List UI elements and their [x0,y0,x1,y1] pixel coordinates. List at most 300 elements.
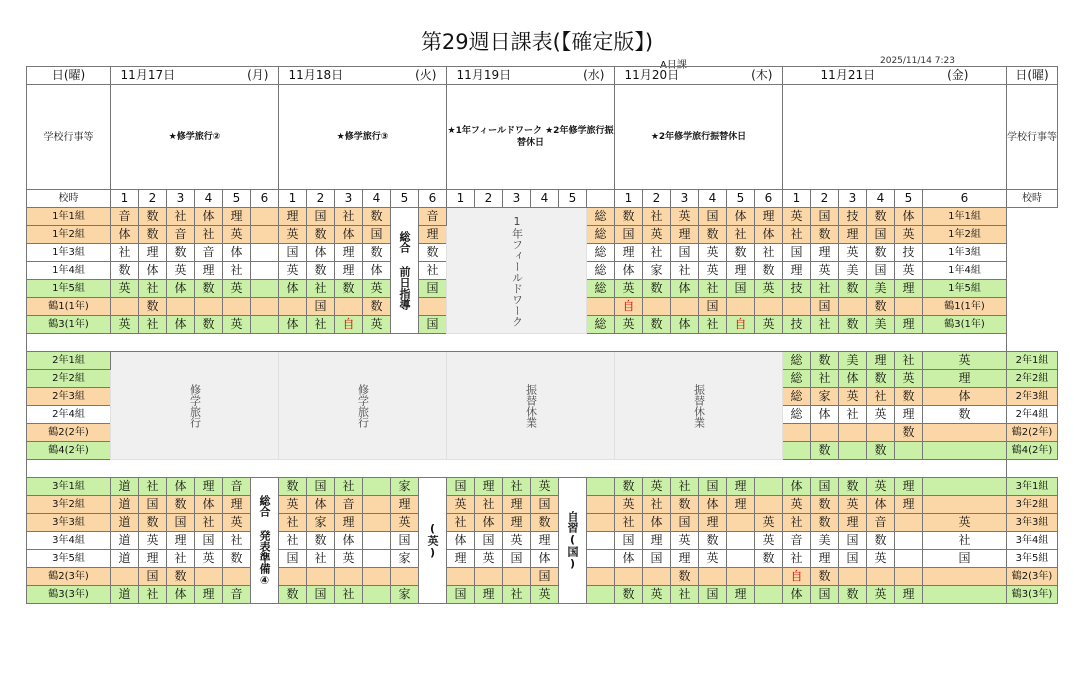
class-cell: 社 [335,586,363,604]
class-cell: 数 [811,352,839,370]
period-number: 5 [727,190,755,208]
class-cell: 総 [783,352,811,370]
class-cell [587,496,615,514]
class-cell: 英 [895,262,923,280]
class-cell: 美 [839,262,867,280]
class-cell: 社 [195,226,223,244]
class-cell: 英 [671,532,699,550]
class-cell: 技 [895,244,923,262]
class-cell: 英 [643,478,671,496]
class-cell [587,532,615,550]
class-cell [839,298,867,316]
class-label-right: 2年4組 [1007,406,1058,424]
class-cell: 社 [643,208,671,226]
class-label-right: 2年3組 [1007,388,1058,406]
class-label: 鶴2(3年) [27,568,111,586]
class-label: 鶴3(1年) [27,316,111,334]
class-cell: 数 [195,280,223,298]
class-cell [755,478,783,496]
class-cell: 社 [839,406,867,424]
class-cell [251,244,279,262]
class-cell: 理 [167,532,195,550]
class-cell: 英 [671,208,699,226]
class-cell: 英 [503,532,531,550]
class-cell [839,442,867,460]
class-label: 鶴1(1年) [27,298,111,316]
class-cell: 数 [223,550,251,568]
class-label: 2年3組 [27,388,111,406]
class-label-right: 鶴3(1年) [923,316,1007,334]
class-cell [223,568,251,586]
period-number: 3 [335,190,363,208]
period-number: 4 [531,190,559,208]
day-type: A日課 [660,60,687,71]
class-cell [279,568,307,586]
class-cell [895,442,923,460]
class-cell: 体 [867,496,895,514]
class-cell: 体 [895,208,923,226]
class-cell: 英 [195,550,223,568]
period-number: 6 [251,190,279,208]
class-cell: 社 [811,316,839,334]
class-cell: 美 [867,316,895,334]
class-cell: 英 [279,226,307,244]
class-cell: 理 [475,478,503,496]
class-cell: 体 [335,226,363,244]
class-cell [335,298,363,316]
class-cell: 総 [587,226,615,244]
class-cell: 家 [391,550,419,568]
class-cell: 理 [895,280,923,298]
class-label-right: 1年4組 [923,262,1007,280]
class-cell: 社 [167,208,195,226]
class-cell: 美 [867,280,895,298]
class-cell: 社 [307,316,335,334]
class-cell: 理 [475,586,503,604]
period-number: 5 [223,190,251,208]
class-cell: 国 [419,280,447,298]
class-cell: 理 [895,478,923,496]
class-cell [195,568,223,586]
class-cell: 道 [111,478,139,496]
class-cell: 音 [335,496,363,514]
class-cell: 音 [783,532,811,550]
class-cell: 英 [755,532,783,550]
class-cell: 数 [419,244,447,262]
class-cell: 理 [335,514,363,532]
class-cell: 体 [167,316,195,334]
class-cell: 体 [699,496,727,514]
class-cell: 国 [811,298,839,316]
class-cell: 数 [699,532,727,550]
jisyu-koku: 自習(国) [559,478,587,604]
class-cell: 英 [223,514,251,532]
class-cell: 家 [307,514,335,532]
class-cell: 社 [671,478,699,496]
class-cell [671,298,699,316]
class-label-right: 2年1組 [1007,352,1058,370]
date-header: 11月19日 (水) [447,67,615,85]
class-cell: 理 [755,208,783,226]
class-cell [475,568,503,586]
class-cell [727,550,755,568]
class-label: 1年4組 [27,262,111,280]
fieldwork-cover: 1年フィールドワーク [447,208,587,334]
class-cell: 理 [895,406,923,424]
class-cell: 社 [503,586,531,604]
class-cell [363,514,391,532]
class-cell: 英 [643,586,671,604]
class-cell: 社 [447,514,475,532]
class-cell: 理 [195,478,223,496]
class-label: 2年1組 [27,352,111,370]
class-cell: 英 [615,316,643,334]
class-cell: 英 [139,532,167,550]
class-cell [363,568,391,586]
class-cell: 国 [139,496,167,514]
class-cell [251,208,279,226]
class-cell: 国 [139,568,167,586]
class-cell: 数 [531,514,559,532]
period-number: 4 [195,190,223,208]
class-cell [419,298,447,316]
class-label-right: 3年3組 [1007,514,1058,532]
class-cell: 国 [783,244,811,262]
class-cell: 数 [895,388,923,406]
class-cell: 国 [307,208,335,226]
class-cell: 英 [223,280,251,298]
class-cell: 社 [111,244,139,262]
class-cell: 道 [111,532,139,550]
class-cell: 社 [419,262,447,280]
class-cell: 理 [895,586,923,604]
class-cell: 数 [867,298,895,316]
class-cell: 社 [307,280,335,298]
class-cell: 社 [671,262,699,280]
class-cell: 道 [111,514,139,532]
class-cell: 国 [307,586,335,604]
class-cell: 社 [139,478,167,496]
class-cell: 英 [167,262,195,280]
class-cell: 数 [111,262,139,280]
class-cell: 数 [699,226,727,244]
class-cell: 道 [111,496,139,514]
class-label: 1年2組 [27,226,111,244]
class-cell [783,424,811,442]
gap [27,460,1007,478]
class-cell: 英 [111,316,139,334]
class-cell: 体 [195,208,223,226]
class-cell: 体 [307,244,335,262]
class-cell: 理 [223,208,251,226]
timetable [26,66,1058,604]
class-cell: 英 [531,478,559,496]
class-cell: 社 [671,586,699,604]
class-cell: 英 [755,316,783,334]
class-cell: 理 [195,586,223,604]
class-cell: 英 [867,550,895,568]
class-cell: 数 [867,442,895,460]
class-label: 1年5組 [27,280,111,298]
class-cell: 英 [755,280,783,298]
class-cell: 英 [391,514,419,532]
class-cell [643,568,671,586]
class-cell: 体 [167,586,195,604]
class-cell: 国 [391,532,419,550]
class-cell: 英 [867,586,895,604]
class-cell: 体 [363,262,391,280]
class-cell: 家 [811,388,839,406]
class-cell: 国 [867,226,895,244]
class-cell: 数 [195,316,223,334]
period-number: 6 [923,190,1007,208]
class-cell: 国 [615,226,643,244]
class-label-right: 1年1組 [923,208,1007,226]
class-cell: 体 [139,262,167,280]
class-cell: 社 [811,370,839,388]
class-cell: 国 [923,550,1007,568]
class-cell: 社 [699,280,727,298]
class-cell: 理 [783,262,811,280]
class-label: 1年1組 [27,208,111,226]
class-cell: 数 [167,244,195,262]
class-cell: 数 [279,478,307,496]
class-cell [895,514,923,532]
eng-vertical: (英) [419,478,447,604]
class-cell: 数 [867,370,895,388]
class-cell: 体 [111,226,139,244]
class-cell: 社 [279,514,307,532]
class-cell: 体 [279,280,307,298]
class-label: 鶴2(2年) [27,424,111,442]
class-cell: 道 [111,550,139,568]
class-cell: 国 [671,514,699,532]
class-cell: 社 [643,244,671,262]
class-cell: 理 [727,262,755,280]
class-cell: 総 [783,370,811,388]
class-cell: 英 [783,208,811,226]
class-cell: 国 [867,262,895,280]
class-cell: 国 [419,316,447,334]
class-cell: 数 [615,586,643,604]
school-event: ★修学旅行② [111,85,279,190]
class-cell: 英 [895,226,923,244]
class-cell: 英 [111,280,139,298]
class-cell: 社 [195,514,223,532]
class-cell [923,442,1007,460]
period-number: 4 [699,190,727,208]
class-cell: 自 [335,316,363,334]
class-label: 2年4組 [27,406,111,424]
class-cell: 体 [615,262,643,280]
class-cell: 社 [895,352,923,370]
grade2-cover: 振替休業 [615,352,783,460]
class-cell: 数 [811,226,839,244]
class-cell: 国 [839,532,867,550]
class-cell: 体 [531,550,559,568]
class-cell: 英 [699,550,727,568]
class-cell: 体 [923,388,1007,406]
class-cell: 英 [615,496,643,514]
class-cell [839,424,867,442]
class-label-right: 3年1組 [1007,478,1058,496]
class-cell: 体 [755,226,783,244]
class-cell [923,478,1007,496]
period-number: 5 [895,190,923,208]
class-cell [195,298,223,316]
class-cell [111,568,139,586]
class-cell [587,298,615,316]
class-cell: 理 [699,514,727,532]
class-label: 3年4組 [27,532,111,550]
class-cell: 数 [671,496,699,514]
class-cell [363,532,391,550]
class-cell: 英 [531,586,559,604]
class-cell: 英 [923,352,1007,370]
class-cell: 音 [195,244,223,262]
period-number: 1 [783,190,811,208]
class-cell: 数 [615,478,643,496]
class-cell: 国 [503,550,531,568]
class-cell: 国 [531,568,559,586]
date-header: 11月18日 (火) [279,67,447,85]
grade2-cover: 修学旅行 [279,352,447,460]
class-cell [363,496,391,514]
class-cell: 理 [727,478,755,496]
class-cell: 体 [811,406,839,424]
class-cell: 社 [699,316,727,334]
class-cell: 社 [167,550,195,568]
class-cell: 国 [279,550,307,568]
class-cell: 数 [895,424,923,442]
class-cell [223,298,251,316]
class-cell: 数 [139,208,167,226]
sogo-vertical: 総合 前日指導 [391,208,419,334]
class-cell: 社 [223,532,251,550]
class-label-right: 鶴2(2年) [1007,424,1058,442]
grade2-cover: 修学旅行 [111,352,279,460]
class-cell: 社 [811,280,839,298]
class-cell: 国 [699,298,727,316]
class-cell [587,478,615,496]
class-cell [727,514,755,532]
class-cell: 総 [783,406,811,424]
period-label: 校時 [27,190,111,208]
class-cell: 総 [587,262,615,280]
class-cell: 社 [335,208,363,226]
class-cell: 理 [391,496,419,514]
class-cell: 音 [419,208,447,226]
class-cell: 総 [587,208,615,226]
class-label: 3年5組 [27,550,111,568]
class-cell: 社 [783,226,811,244]
class-cell: 英 [867,478,895,496]
class-cell: 英 [923,514,1007,532]
class-cell: 理 [615,244,643,262]
class-cell: 国 [615,532,643,550]
class-cell: 音 [223,586,251,604]
class-label: 鶴3(3年) [27,586,111,604]
class-cell: 総 [587,244,615,262]
class-cell: 英 [615,280,643,298]
class-cell [643,298,671,316]
class-cell: 理 [195,262,223,280]
class-cell [895,532,923,550]
class-cell: 数 [811,568,839,586]
class-cell: 家 [643,262,671,280]
class-cell: 理 [139,550,167,568]
class-cell: 国 [447,586,475,604]
class-cell: 国 [727,280,755,298]
class-cell: 英 [867,406,895,424]
class-cell: 社 [727,226,755,244]
class-cell: 英 [363,316,391,334]
class-cell: 体 [279,316,307,334]
class-cell: 数 [867,208,895,226]
class-cell: 数 [839,316,867,334]
period-number: 3 [167,190,195,208]
class-cell: 国 [363,226,391,244]
class-cell [867,568,895,586]
period-number: 1 [111,190,139,208]
class-cell: 体 [195,496,223,514]
class-cell: 体 [167,478,195,496]
gap [27,334,1007,352]
class-cell: 社 [139,586,167,604]
class-cell: 数 [811,496,839,514]
class-cell: 国 [531,496,559,514]
class-cell: 理 [671,226,699,244]
class-cell: 英 [755,514,783,532]
class-cell: 音 [111,208,139,226]
class-cell: 英 [279,496,307,514]
class-cell: 国 [167,514,195,532]
class-cell: 国 [475,532,503,550]
class-cell: 数 [139,514,167,532]
class-cell: 英 [699,262,727,280]
class-cell: 理 [811,550,839,568]
class-cell: 英 [811,262,839,280]
class-cell: 社 [223,262,251,280]
class-cell: 体 [671,280,699,298]
class-cell: 理 [727,496,755,514]
class-cell: 数 [755,262,783,280]
class-cell: 数 [671,568,699,586]
class-cell: 数 [811,442,839,460]
class-cell: 体 [447,532,475,550]
class-cell: 理 [419,226,447,244]
class-cell: 数 [727,244,755,262]
class-cell [587,514,615,532]
class-cell: 国 [699,208,727,226]
class-cell: 国 [699,586,727,604]
page-title: 第29週日課表(【確定版】) [420,30,654,54]
class-cell [811,424,839,442]
class-cell: 理 [139,244,167,262]
class-cell [783,442,811,460]
class-cell: 総 [587,280,615,298]
class-cell: 体 [615,550,643,568]
class-cell: 理 [279,208,307,226]
class-cell: 数 [335,280,363,298]
class-cell [839,568,867,586]
period-label-right: 校時 [1007,190,1058,208]
class-cell: 体 [307,496,335,514]
class-cell: 国 [671,244,699,262]
class-cell [783,298,811,316]
class-cell: 体 [335,532,363,550]
class-cell: 社 [503,478,531,496]
